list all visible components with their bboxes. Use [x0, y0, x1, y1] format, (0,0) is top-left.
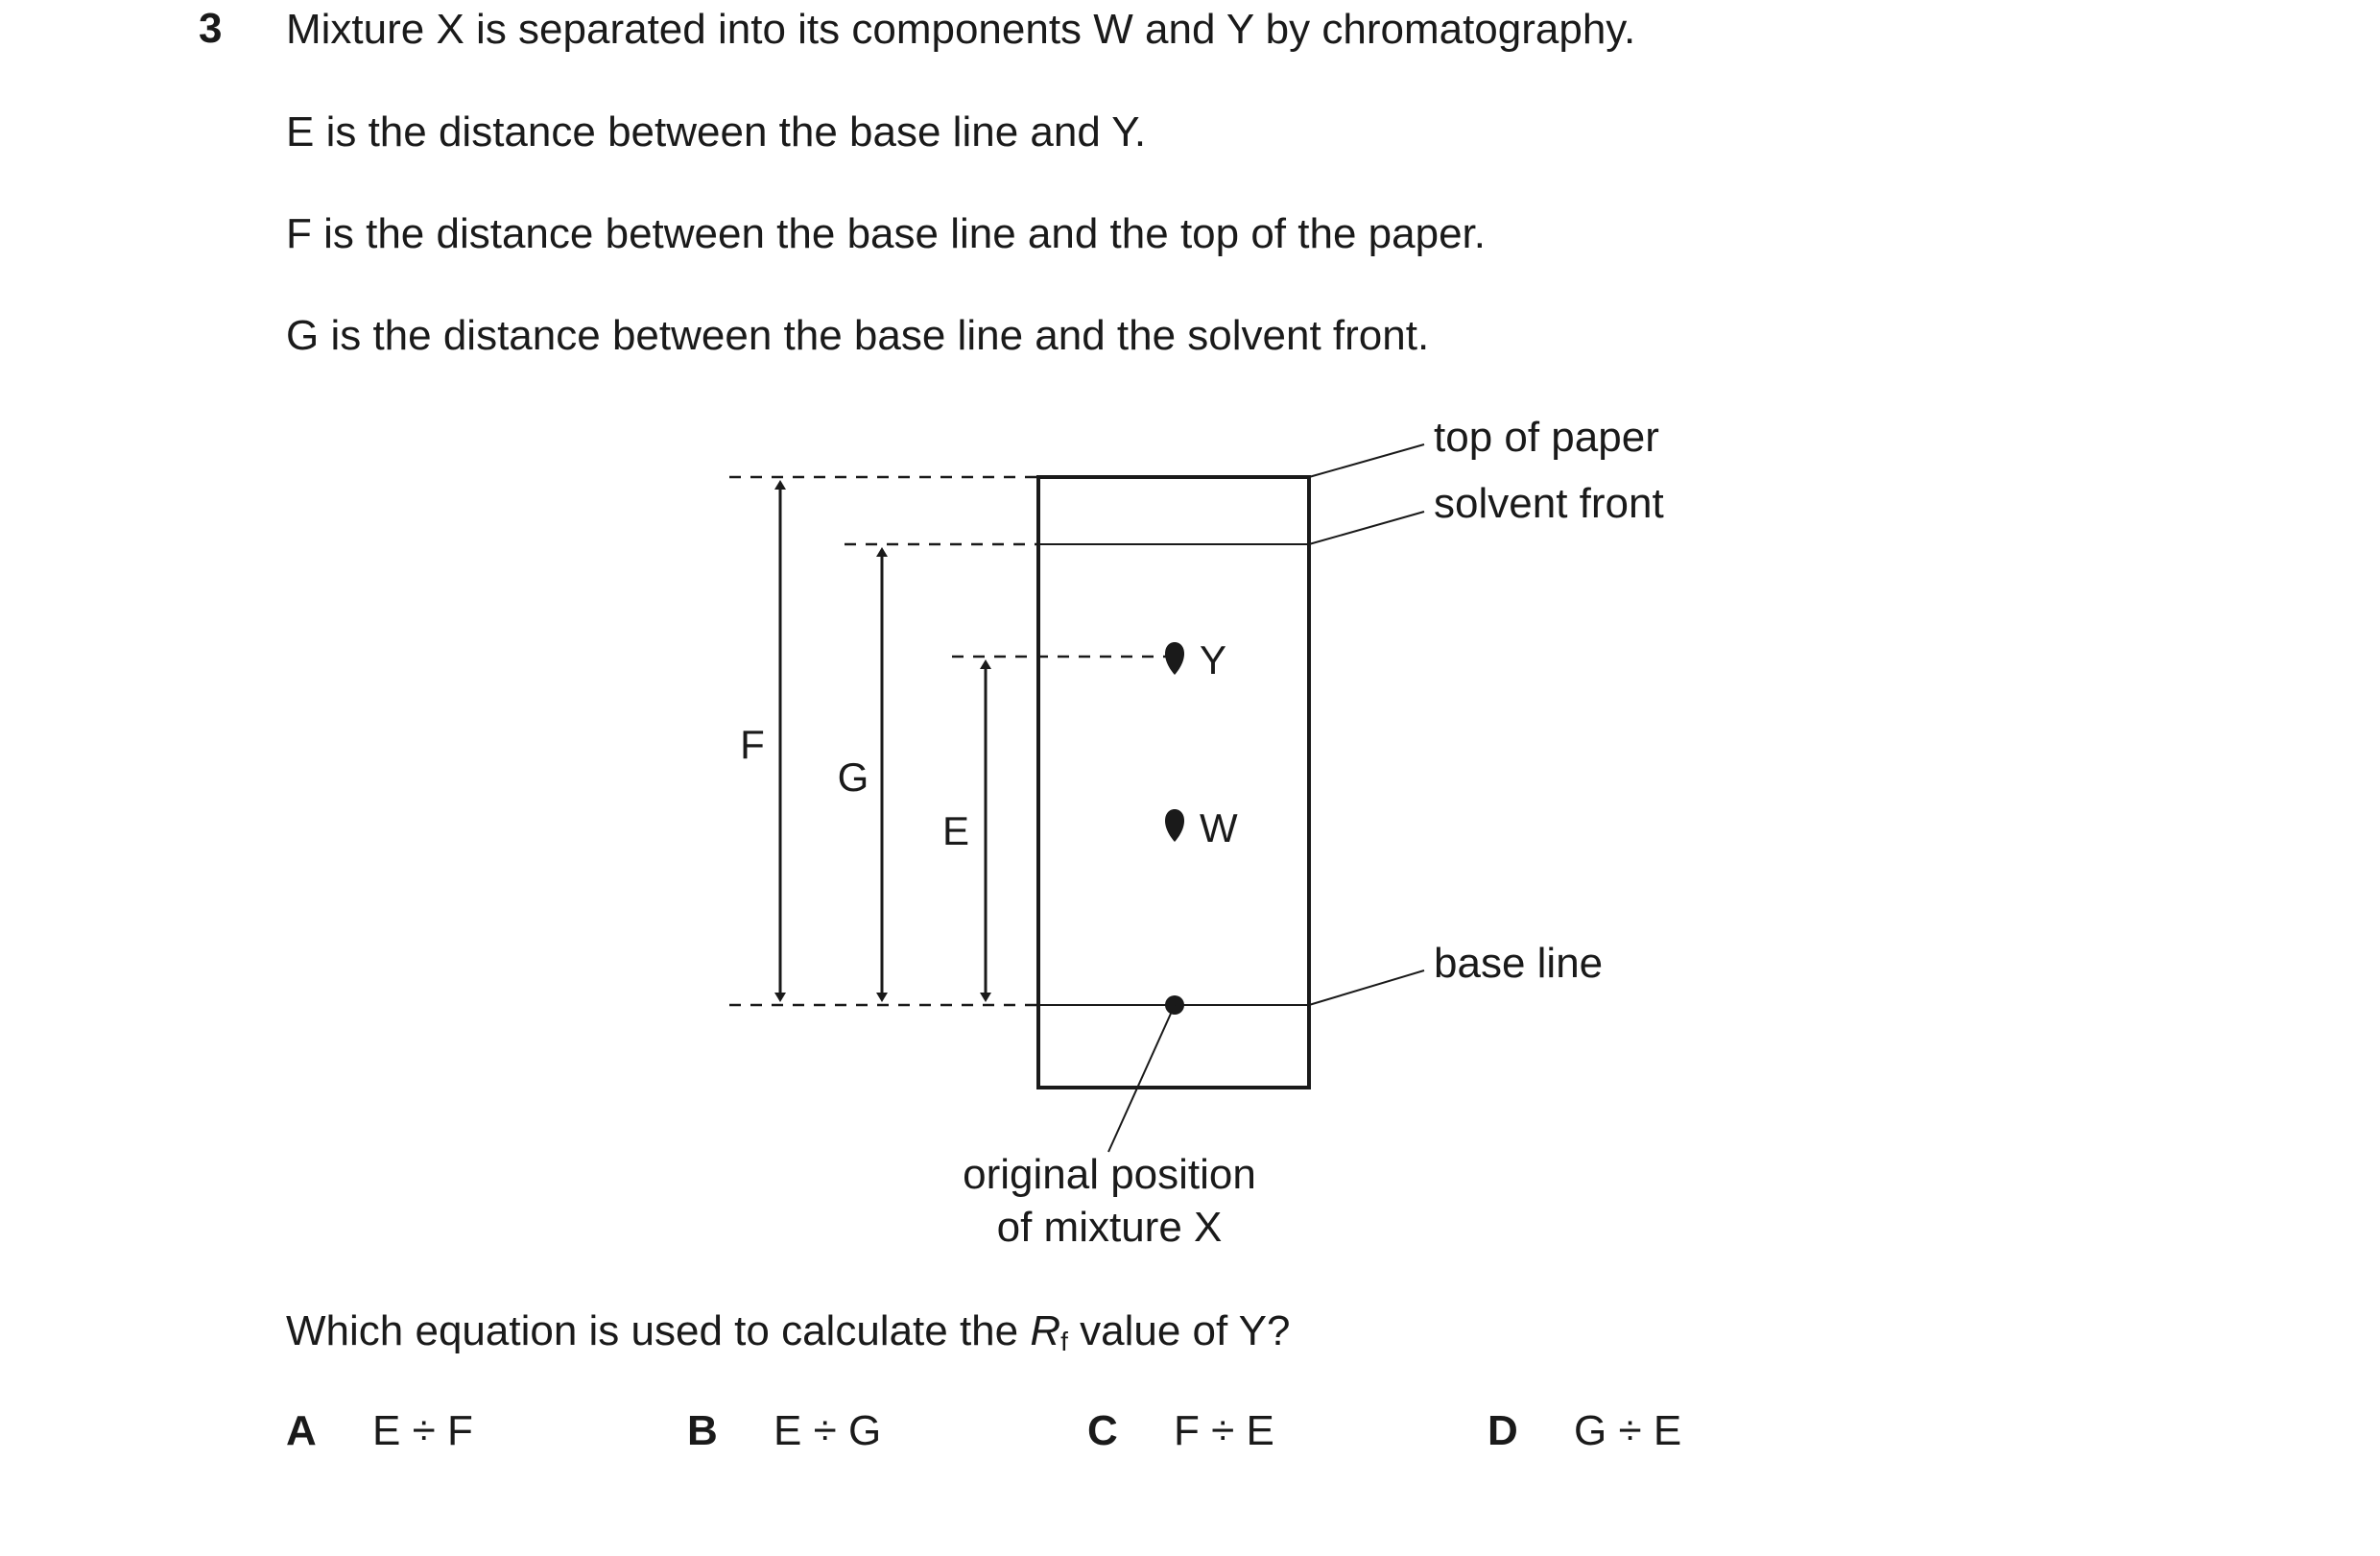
arrow-g-label: G — [837, 754, 869, 800]
option-c-letter: C — [1087, 1407, 1118, 1454]
spot-w — [1165, 809, 1184, 842]
prompt-before: Which equation is used to calculate the — [286, 1307, 1031, 1354]
base-line-leader — [1309, 970, 1424, 1005]
option-a-text: E ÷ F — [372, 1407, 473, 1454]
original-position-leader — [1108, 1005, 1175, 1152]
question-number: 3 — [199, 5, 223, 52]
question-line-2: E is the distance between the base line and Y. — [286, 108, 1147, 156]
question-line-3: F is the distance between the base line and the top of the paper. — [286, 210, 1486, 257]
option-c[interactable] — [1087, 1407, 1274, 1455]
option-b[interactable] — [687, 1407, 881, 1455]
option-b-text: E ÷ G — [774, 1407, 882, 1454]
option-d-letter: D — [1488, 1407, 1518, 1454]
question-line-1: Mixture X is separated into its components W and Y by chromatography. — [286, 6, 1636, 53]
arrow-e-label: E — [941, 808, 970, 853]
spot-y — [1165, 642, 1184, 675]
solvent-front-label: solvent front — [1434, 480, 1664, 527]
question-prompt — [286, 1307, 1291, 1366]
spot-w-label: W — [1200, 805, 1238, 850]
question-line-4: G is the distance between the base line and the solvent front. — [286, 312, 1430, 359]
base-line-label: base line — [1434, 940, 1604, 987]
option-a-letter: A — [286, 1407, 317, 1454]
arrow-f-label: F — [740, 722, 765, 767]
top-of-paper-leader — [1309, 444, 1424, 477]
rf-symbol: $R_f$ — [1030, 1307, 1068, 1356]
top-of-paper-label: top of paper — [1434, 414, 1659, 461]
prompt-after: value of Y? — [1067, 1307, 1291, 1354]
original-position-label-line2: of mixture X — [996, 1204, 1223, 1251]
option-c-text: F ÷ E — [1174, 1407, 1274, 1454]
spot-y-label: Y — [1200, 637, 1227, 682]
original-position-label-line1: original position — [963, 1151, 1256, 1198]
option-d-text: G ÷ E — [1574, 1407, 1682, 1454]
option-b-letter: B — [687, 1407, 718, 1454]
option-d[interactable] — [1488, 1407, 1681, 1455]
option-a[interactable] — [286, 1407, 473, 1455]
solvent-front-leader — [1309, 512, 1424, 544]
